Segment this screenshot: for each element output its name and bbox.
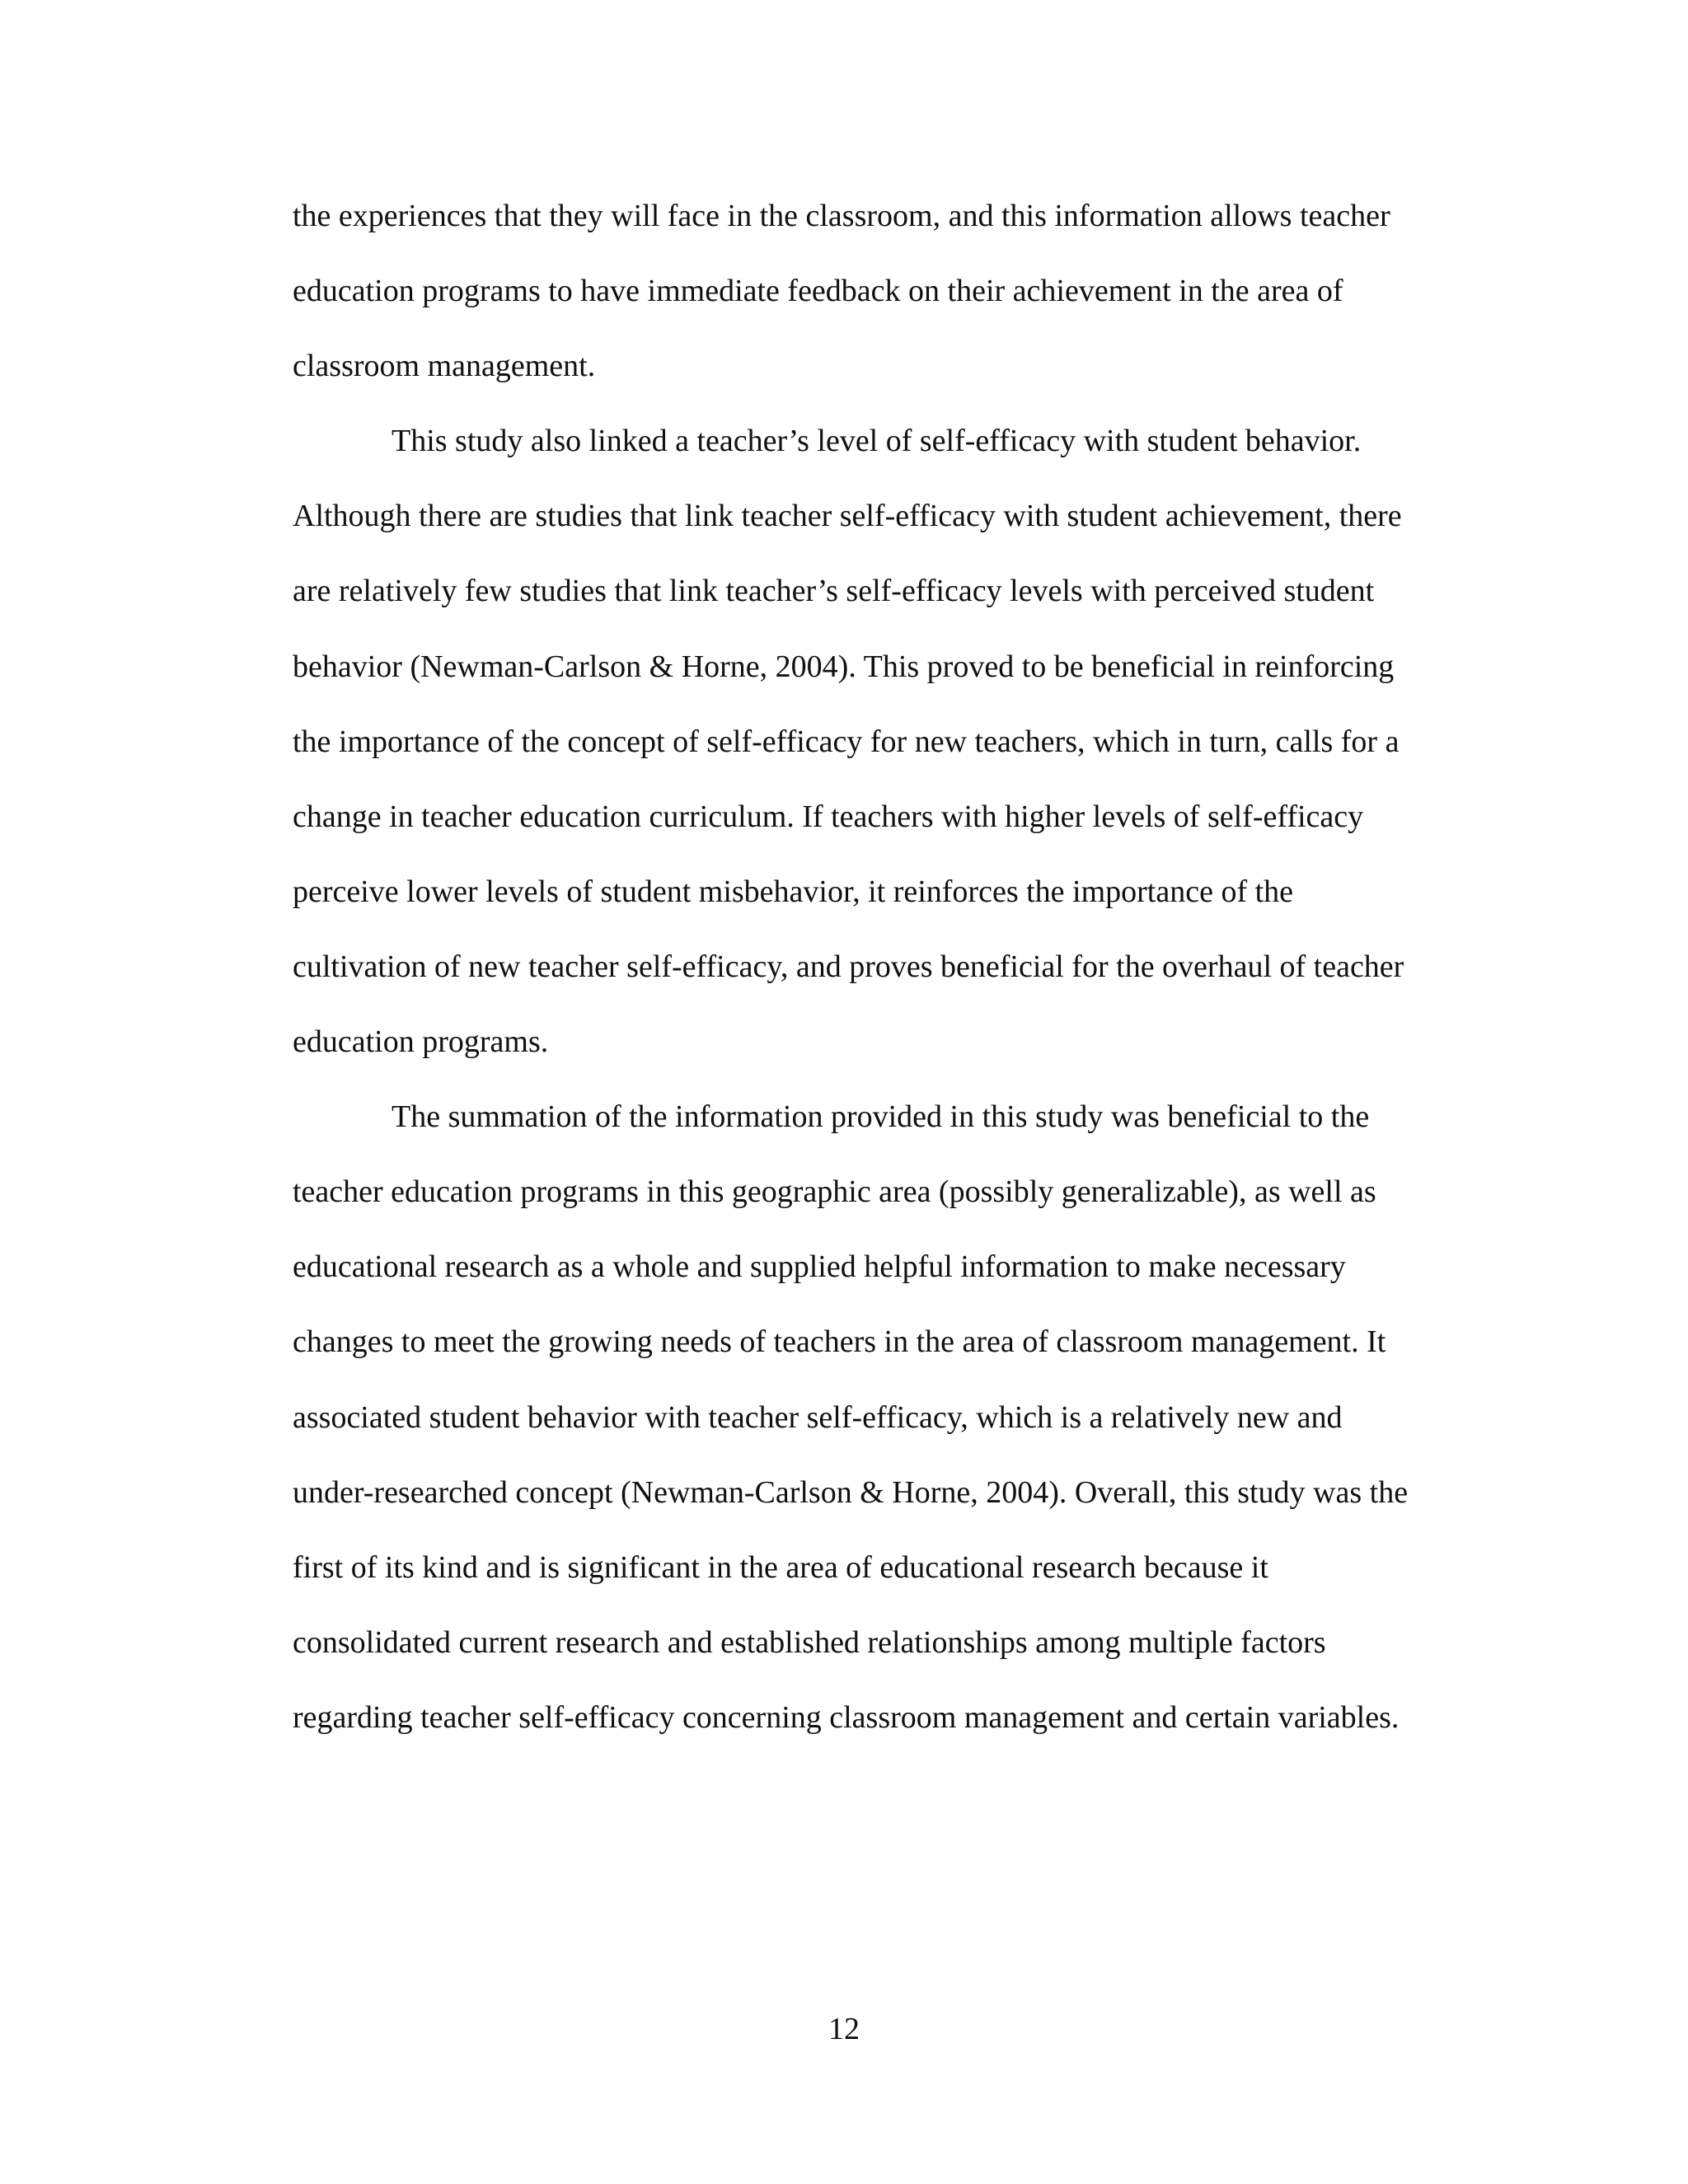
text-line: behavior (Newman-Carlson & Horne, 2004). This proved to be beneficial in reinforcing xyxy=(293,649,1395,684)
text-line: Although there are studies that link teacher self-efficacy with student achievement, there xyxy=(293,499,1402,534)
body-text xyxy=(293,185,1479,1762)
text-line: regarding teacher self-efficacy concerning classroom management and certain variables. xyxy=(293,1699,1400,1735)
text-line: first of its kind and is significant in the area of educational research because it xyxy=(293,1549,1268,1585)
text-line: cultivation of new teacher self-efficacy, and proves beneficial for the overhaul of teacher xyxy=(293,949,1404,984)
text-line: teacher education programs in this geographic area (possibly generalizable), as well as xyxy=(293,1174,1376,1210)
text-line: education programs to have immediate feedback on their achievement in the area of xyxy=(293,274,1343,309)
text-line: changes to meet the growing needs of teachers in the area of classroom management. It xyxy=(293,1324,1386,1360)
text-line: consolidated current research and established relationships among multiple factors xyxy=(293,1624,1326,1660)
text-line: are relatively few studies that link teacher’s self-efficacy levels with perceived student xyxy=(293,574,1375,609)
text-line: under-researched concept (Newman-Carlson & Horne, 2004). Overall, this study was the xyxy=(293,1474,1409,1510)
paragraph-first-line: The summation of the information provided in this study was beneficial to the xyxy=(392,1099,1370,1135)
text-line: the experiences that they will face in the classroom, and this information allows teacher xyxy=(293,199,1390,233)
text-line: classroom management. xyxy=(293,349,596,384)
text-line: perceive lower levels of student misbehavior, it reinforces the importance of the xyxy=(293,874,1294,909)
text-line: the importance of the concept of self-efficacy for new teachers, which in turn, calls for a xyxy=(293,724,1400,759)
text-line: educational research as a whole and supplied helpful information to make necessary xyxy=(293,1249,1346,1285)
page-number: 12 xyxy=(828,2012,860,2046)
text-line: change in teacher education curriculum. If teachers with higher levels of self-efficacy xyxy=(293,799,1364,834)
paragraph-first-line: This study also linked a teacher’s level of self-efficacy with student behavior. xyxy=(392,424,1362,459)
text-line: education programs. xyxy=(293,1024,549,1060)
text-line: associated student behavior with teacher self-efficacy, which is a relatively new and xyxy=(293,1399,1343,1435)
